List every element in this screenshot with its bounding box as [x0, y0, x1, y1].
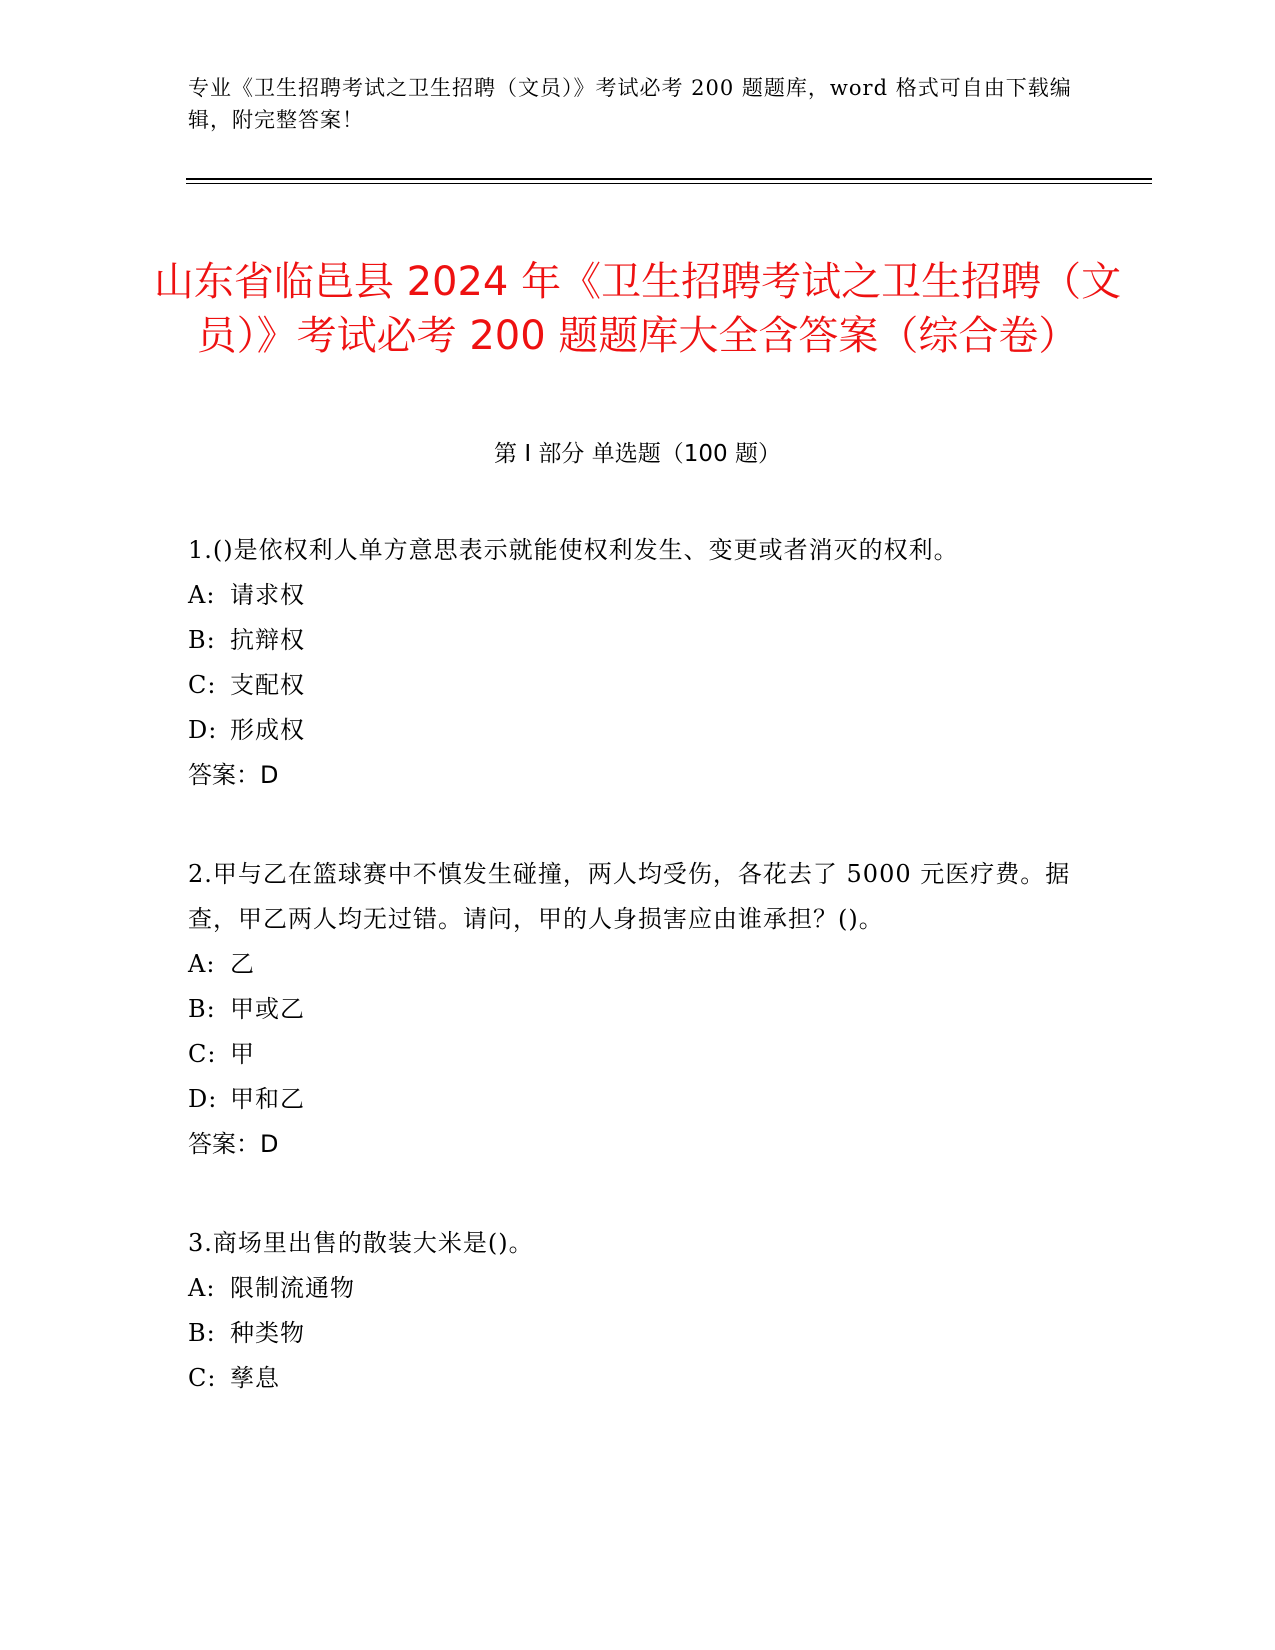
option-letter: D: — [188, 716, 218, 744]
option-b — [188, 618, 1078, 663]
option-letter: C: — [188, 1040, 217, 1068]
question-2 — [188, 852, 1078, 1167]
option-letter: B: — [188, 995, 216, 1023]
option-letter: B: — [188, 626, 216, 654]
option-text: 支配权 — [230, 671, 305, 699]
option-text: 甲或乙 — [230, 995, 305, 1023]
header-divider-thin — [186, 183, 1152, 184]
section-heading: 第 I 部分 单选题（100 题） — [494, 441, 781, 467]
question-stem: 1.()是依权利人单方意思表示就能使权利发生、变更或者消灭的权利。 — [188, 536, 959, 564]
option-letter: A: — [188, 1274, 216, 1302]
option-text: 甲和乙 — [230, 1085, 305, 1113]
question-3 — [188, 1221, 1078, 1401]
option-a — [188, 942, 1078, 987]
option-letter: C: — [188, 671, 217, 699]
option-text: 乙 — [230, 950, 255, 978]
question-stem: 3.商场里出售的散装大米是()。 — [188, 1229, 534, 1257]
option-letter: A: — [188, 950, 216, 978]
option-b — [188, 987, 1078, 1032]
question-stem: 2.甲与乙在篮球赛中不慎发生碰撞，两人均受伤，各花去了 5000 元医疗费。据查，甲乙两人均无过错。请问，甲的人身损害应由谁承担？()。 — [188, 860, 1071, 933]
option-text: 限制流通物 — [230, 1274, 355, 1302]
question-list — [188, 528, 1078, 1455]
option-a — [188, 1266, 1078, 1311]
option-d — [188, 1077, 1078, 1122]
option-c — [188, 1032, 1078, 1077]
option-d — [188, 708, 1078, 753]
option-b — [188, 1311, 1078, 1356]
option-text: 甲 — [230, 1040, 255, 1068]
option-letter: C: — [188, 1364, 217, 1392]
option-text: 形成权 — [230, 716, 305, 744]
option-letter: A: — [188, 581, 216, 609]
answer-line: 答案：D — [188, 761, 279, 789]
header-divider-thick — [186, 178, 1152, 180]
option-text: 抗辩权 — [230, 626, 305, 654]
option-c — [188, 1356, 1078, 1401]
document-title: 山东省临邑县 2024 年《卫生招聘考试之卫生招聘（文员）》考试必考 200 题题库大全含答案（综合卷） — [153, 258, 1122, 359]
answer-line: 答案：D — [188, 1130, 279, 1158]
option-c — [188, 663, 1078, 708]
question-1 — [188, 528, 1078, 798]
option-letter: D: — [188, 1085, 218, 1113]
option-text: 种类物 — [230, 1319, 305, 1347]
option-text: 请求权 — [230, 581, 305, 609]
option-letter: B: — [188, 1319, 216, 1347]
option-text: 孳息 — [230, 1364, 280, 1392]
option-a — [188, 573, 1078, 618]
header-note: 专业《卫生招聘考试之卫生招聘（文员）》考试必考 200 题题库，word 格式可自由下载编辑，附完整答案！ — [188, 76, 1072, 132]
